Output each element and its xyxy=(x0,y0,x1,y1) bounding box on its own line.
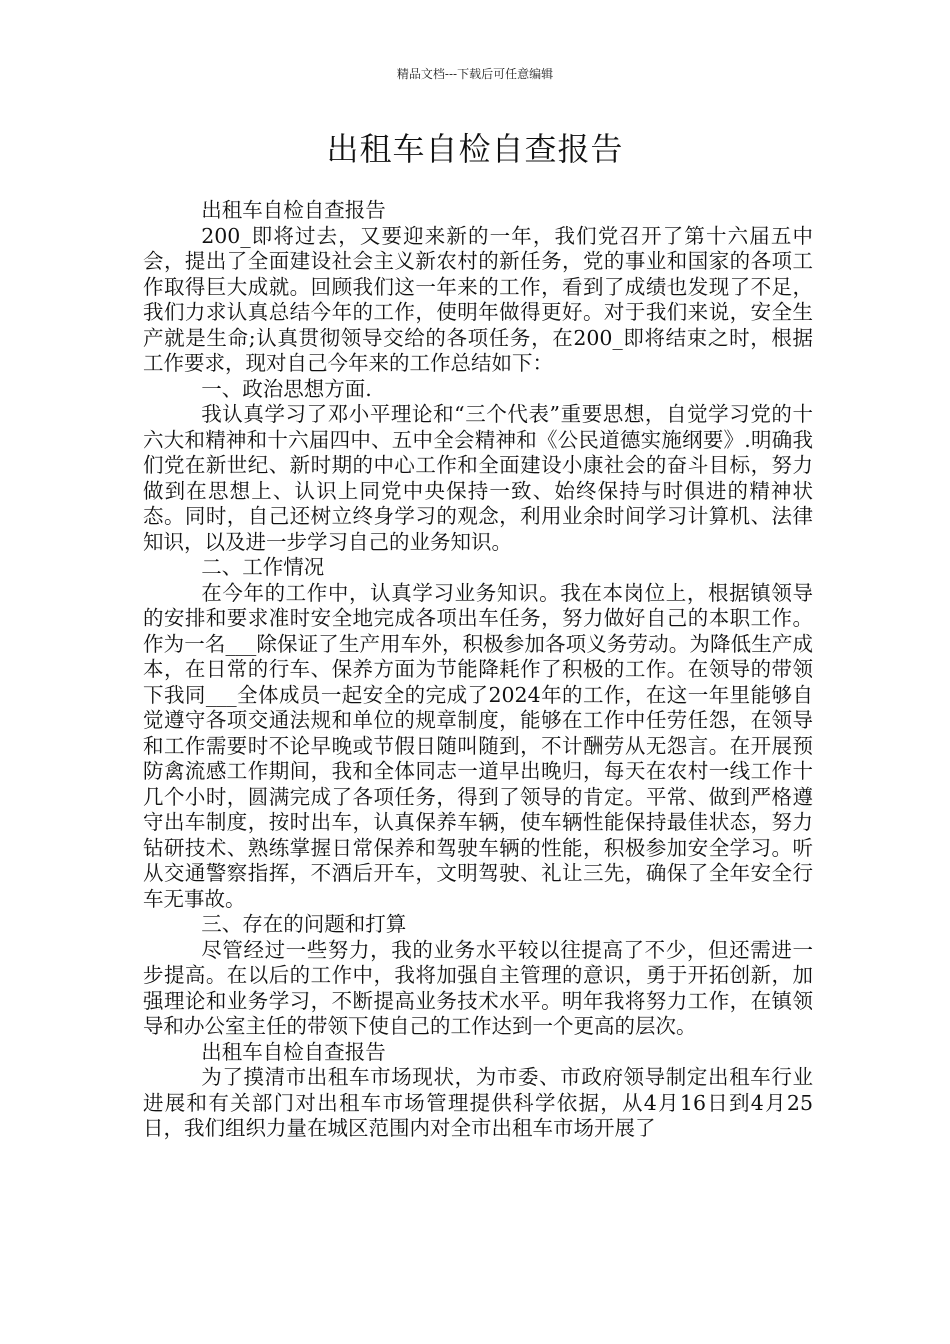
paragraph-work: 在今年的工作中，认真学习业务知识。我在本岗位上，根据镇领导的安排和要求准时安全地完成各项出车任务，努力做好自己的本职工作。作为一名___除保证了生产用车外，积极参加各项义务劳动。为降低生产成本，在日常的行车、保养方面为节能降耗作了积极的工作。在领导的带领下我同___全体成员一起安全的完成了2024年的工作，在这一年里能够自觉遵守各项交通法规和单位的规章制度，能够在工作中任劳任怨，在领导和工作需要时不论早晚或节假日随叫随到，不计酬劳从无怨言。在开展预防禽流感工作期间，我和全体同志一道早出晚归，每天在农村一线工作十几个小时，圆满完成了各项任务，得到了领导的肯定。平常、做到严格遵守出车制度，按时出车，认真保养车辆，使车辆性能保持最佳状态，努力钻研技术、熟练掌握日常保养和驾驶车辆的性能，积极参加安全学习。听从交通警察指挥，不酒后开车，文明驾驶、礼让三先，确保了全年安全行车无事故。 xyxy=(143,580,813,911)
section-heading-political: 一、政治思想方面. xyxy=(201,376,372,401)
document-title: 出租车自检自查报告 xyxy=(326,130,624,168)
section-heading-problems: 三、存在的问题和打算 xyxy=(201,912,407,936)
paragraph-political: 我认真学习了邓小平理论和“三个代表”重要思想，自觉学习党的十六大和精神和十六届四中、五中全会精神和《公民道德实施纲要》.明确我们党在新世纪、新时期的中心工作和全面建设小康社会的奋斗目标，努力做到在思想上、认识上同党中央保持一致、始终保持与时俱进的精神状态。同时，自己还树立终身学习的观念，利用业余时间学习计算机、法律知识，以及进一步学习自己的业务知识。 xyxy=(143,402,813,554)
document-body xyxy=(143,198,813,1142)
paragraph-intro: 200_即将过去，又要迎来新的一年，我们党召开了第十六届五中会，提出了全面建设社会主义新农村的新任务，党的事业和国家的各项工作取得巨大成就。回顾我们这一年来的工作，看到了成绩也发现了不足，我们力求认真总结今年的工作，使明年做得更好。对于我们来说，安全生产就是生命;认真贯彻领导交给的各项任务，在200_即将结束之时，根据工作要求，现对自己今年来的工作总结如下： xyxy=(143,223,813,375)
paragraph-subtitle-second: 出租车自检自查报告 xyxy=(201,1039,386,1064)
page-header-note: 精品文档---下载后可任意编辑 xyxy=(396,67,554,81)
paragraph-market-survey: 为了摸清市出租车市场现状，为市委、市政府领导制定出租车行业进展和有关部门对出租车市场管理提供科学依据，从4月16日到4月25日，我们组织力量在城区范围内对全市出租车市场开展了 xyxy=(143,1065,813,1140)
paragraph-subtitle: 出租车自检自查报告 xyxy=(201,198,386,222)
section-heading-work: 二、工作情况 xyxy=(201,555,325,579)
paragraph-problems: 尽管经过一些努力，我的业务水平较以往提高了不少，但还需进一步提高。在以后的工作中，我将加强自主管理的意识，勇于开拓创新，加强理论和业务学习，不断提高业务技术水平。明年我将努力工作，在镇领导和办公室主任的带领下使自己的工作达到一个更高的层次。 xyxy=(143,937,813,1038)
